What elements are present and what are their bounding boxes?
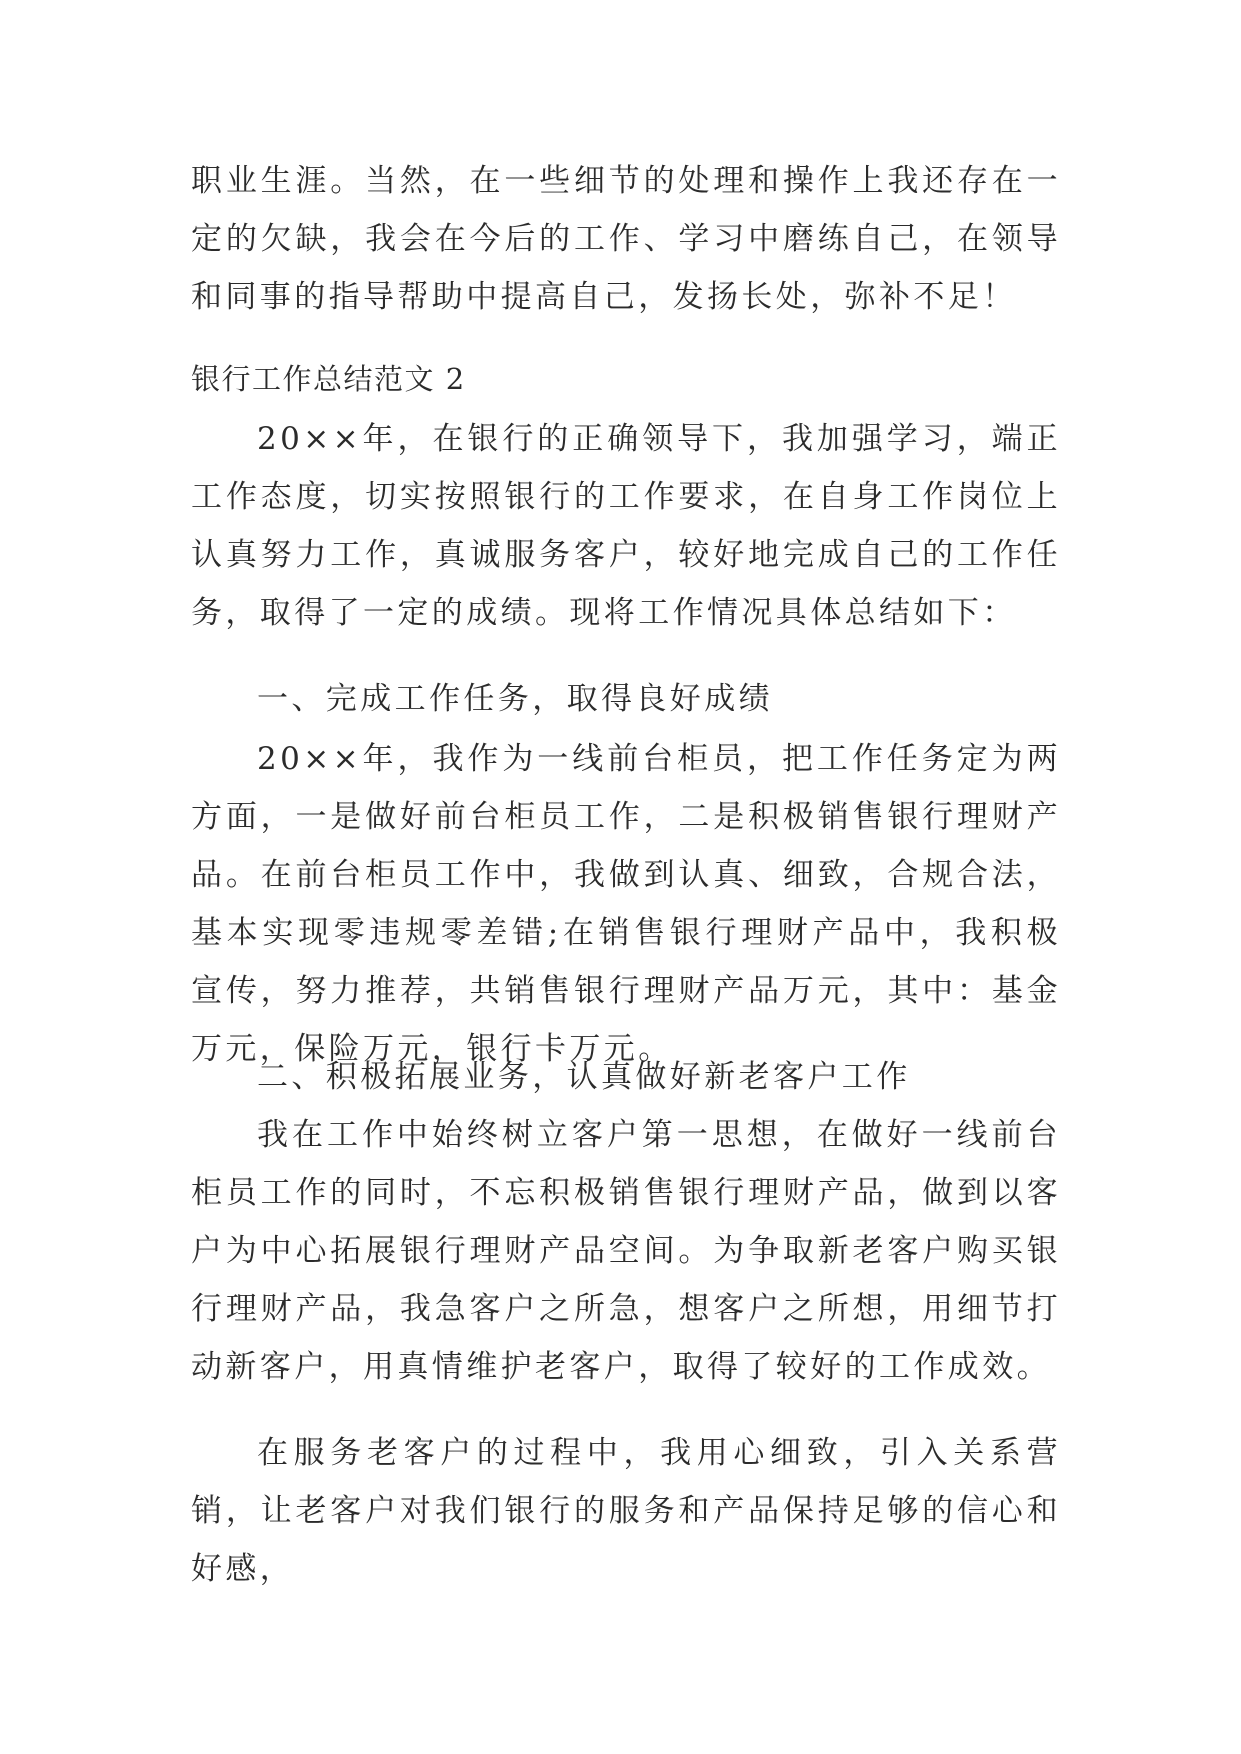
paragraph-section-1: 20××年，我作为一线前台柜员，把工作任务定为两方面，一是做好前台柜员工作，二是积极销售银行理财产品。在前台柜员工作中，我做到认真、细致，合规合法，基本实现零违规零差错;在销售银行理财产品中，我积极宣传，努力推荐，共销售银行理财产品万元，其中：基金万元，保险万元，银行卡万元。 [191,741,1061,1067]
subheading-2: 二、积极拓展业务，认真做好新老客户工作 [257,1059,911,1095]
paragraph-section-2-continued: 在服务老客户的过程中，我用心细致，引入关系营销，让老客户对我们银行的服务和产品保持足够的信心和好感， [191,1435,1061,1587]
paragraph-closing: 职业生涯。当然，在一些细节的处理和操作上我还存在一定的欠缺，我会在今后的工作、学习中磨练自己，在领导和同事的指导帮助中提高自己，发扬长处，弥补不足！ [191,163,1061,315]
subheading-1: 一、完成工作任务，取得良好成绩 [257,681,773,717]
section-title: 银行工作总结范文 2 [191,362,466,396]
paragraph-section-2: 我在工作中始终树立客户第一思想，在做好一线前台柜员工作的同时，不忘积极销售银行理财产品，做到以客户为中心拓展银行理财产品空间。为争取新老客户购买银行理财产品，我急客户之所急，想客户之所想，用细节打动新客户，用真情维护老客户，取得了较好的工作成效。 [191,1117,1061,1385]
paragraph-intro: 20××年，在银行的正确领导下，我加强学习，端正工作态度，切实按照银行的工作要求，在自身工作岗位上认真努力工作，真诚服务客户，较好地完成自己的工作任务，取得了一定的成绩。现将工作情况具体总结如下： [191,421,1061,631]
